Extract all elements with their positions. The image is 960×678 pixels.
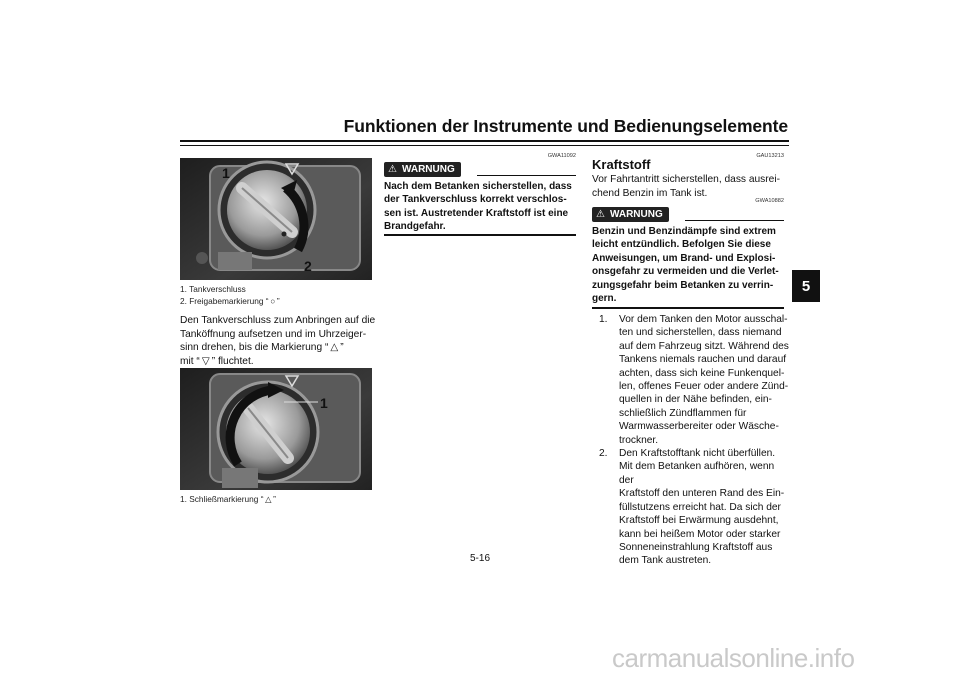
warning-code: GWA10882 (755, 198, 784, 204)
warning-line: onsgefahr zu vermeiden und die Verlet- (592, 266, 779, 278)
caption-line: 1. Schließmarkierung “ △ ” (180, 494, 276, 504)
list-line: trockner. (619, 434, 659, 446)
page-header-title: Funktionen der Instrumente und Bedienungselemente (343, 116, 788, 136)
list-line: ten und sicherstellen, dass niemand (619, 327, 782, 339)
caption-line: 1. Tankverschluss (180, 284, 246, 294)
list-line: Mit dem Betanken aufhören, wenn der (619, 461, 775, 486)
section-code: GAU13213 (756, 153, 784, 159)
warning-line: sen ist. Austretender Kraftstoff ist eine (384, 207, 569, 219)
warning-line: Brandgefahr. (384, 221, 446, 233)
warning-end-rule (384, 234, 576, 236)
paragraph-line: Tanköffnung aufsetzen und im Uhrzeiger- (180, 328, 367, 340)
instruction-list (599, 313, 789, 568)
callout-1: 1 (222, 165, 230, 181)
callout-2: 2 (304, 258, 312, 274)
paragraph-line: chend Benzin im Tank ist. (592, 187, 708, 199)
left-paragraph (180, 314, 376, 368)
list-line: schließlich Zündflammen für (619, 407, 747, 419)
warning-line: Anweisungen, um Brand- und Explosi- (592, 252, 776, 264)
warning-line: zungsgefahr beim Betanken zu verrin- (592, 279, 774, 291)
warning-label-text: WARNUNG (609, 209, 663, 220)
warning-line: Nach dem Betanken sicherstellen, dass (384, 181, 572, 192)
list-line: Tankens niemals rauchen und darauf (619, 354, 787, 366)
caption-line: 2. Freigabemarkierung “ ○ ” (180, 296, 280, 306)
fuel-cap-photo-open (180, 158, 372, 280)
warning-label-line (685, 220, 784, 221)
warning-line: leicht entzündlich. Befolgen Sie diese (592, 239, 771, 251)
callout-1: 1 (320, 395, 328, 411)
header-rule (180, 140, 789, 142)
warning-text (592, 225, 788, 305)
warning-label-text: WARNUNG (401, 164, 455, 175)
warning-line: der Tankverschluss korrekt verschlos- (384, 194, 567, 206)
list-line: kann bei heißem Motor oder starker (619, 528, 781, 540)
chapter-tab[interactable]: 5 (792, 270, 820, 302)
warning-code: GWA11092 (547, 153, 576, 159)
page-number: 5-16 (469, 553, 490, 564)
header-rule-thin (180, 145, 789, 146)
paragraph-line: Vor Fahrtantritt sicherstellen, dass ausrei- (592, 174, 780, 185)
list-line: Den Kraftstofftank nicht überfüllen. (619, 448, 776, 460)
list-line: füllstutzens erreicht hat. Da sich der (619, 501, 781, 513)
warning-line: gern. (592, 293, 617, 305)
warning-label (592, 207, 669, 222)
list-line: Warmwasserbereiter oder Wäsche- (619, 421, 779, 433)
paragraph-line: sinn drehen, bis die Markierung “ △ ” (180, 342, 344, 354)
warning-label-line (477, 175, 576, 176)
list-item (599, 447, 789, 568)
warning-line: Benzin und Benzindämpfe sind extrem (592, 226, 776, 237)
warning-end-rule (592, 307, 784, 309)
list-line: achten, dass sich keine Funkenquel- (619, 367, 785, 379)
list-item (599, 313, 789, 447)
figure2-caption (180, 493, 276, 505)
section-heading: Kraftstoff (592, 157, 651, 172)
warning-label (384, 162, 461, 177)
list-line: Kraftstoff bei Erwärmung ausdehnt, (619, 515, 779, 527)
warning-text (384, 180, 580, 234)
list-line: dem Tank austreten. (619, 555, 712, 567)
watermark: carmanualsonline.info (612, 643, 855, 673)
list-item-number: 1. (599, 314, 608, 325)
list-item-number: 2. (599, 448, 608, 460)
list-item-text (619, 447, 789, 568)
paragraph-line: Den Tankverschluss zum Anbringen auf die (180, 315, 376, 326)
list-line: quellen in der Nähe befinden, ein- (619, 394, 772, 406)
list-line: Kraftstoff den unteren Rand des Ein- (619, 488, 785, 500)
list-line: Sonneneinstrahlung Kraftstoff aus (619, 541, 773, 553)
list-line: len, offenes Feuer oder andere Zünd- (619, 381, 789, 393)
warning-triangle-icon: ⚠ (596, 209, 605, 220)
fuel-cap-photo-closed (180, 368, 372, 490)
warning-triangle-icon: ⚠ (388, 164, 397, 175)
section-intro (592, 173, 788, 200)
list-line: auf dem Fahrzeug sitzt. Während des (619, 340, 789, 352)
figure1-caption (180, 283, 280, 307)
list-item-text (619, 313, 789, 447)
paragraph-line: mit “ ▽ ” fluchtet. (180, 355, 254, 367)
list-line: Vor dem Tanken den Motor ausschal- (619, 314, 788, 325)
